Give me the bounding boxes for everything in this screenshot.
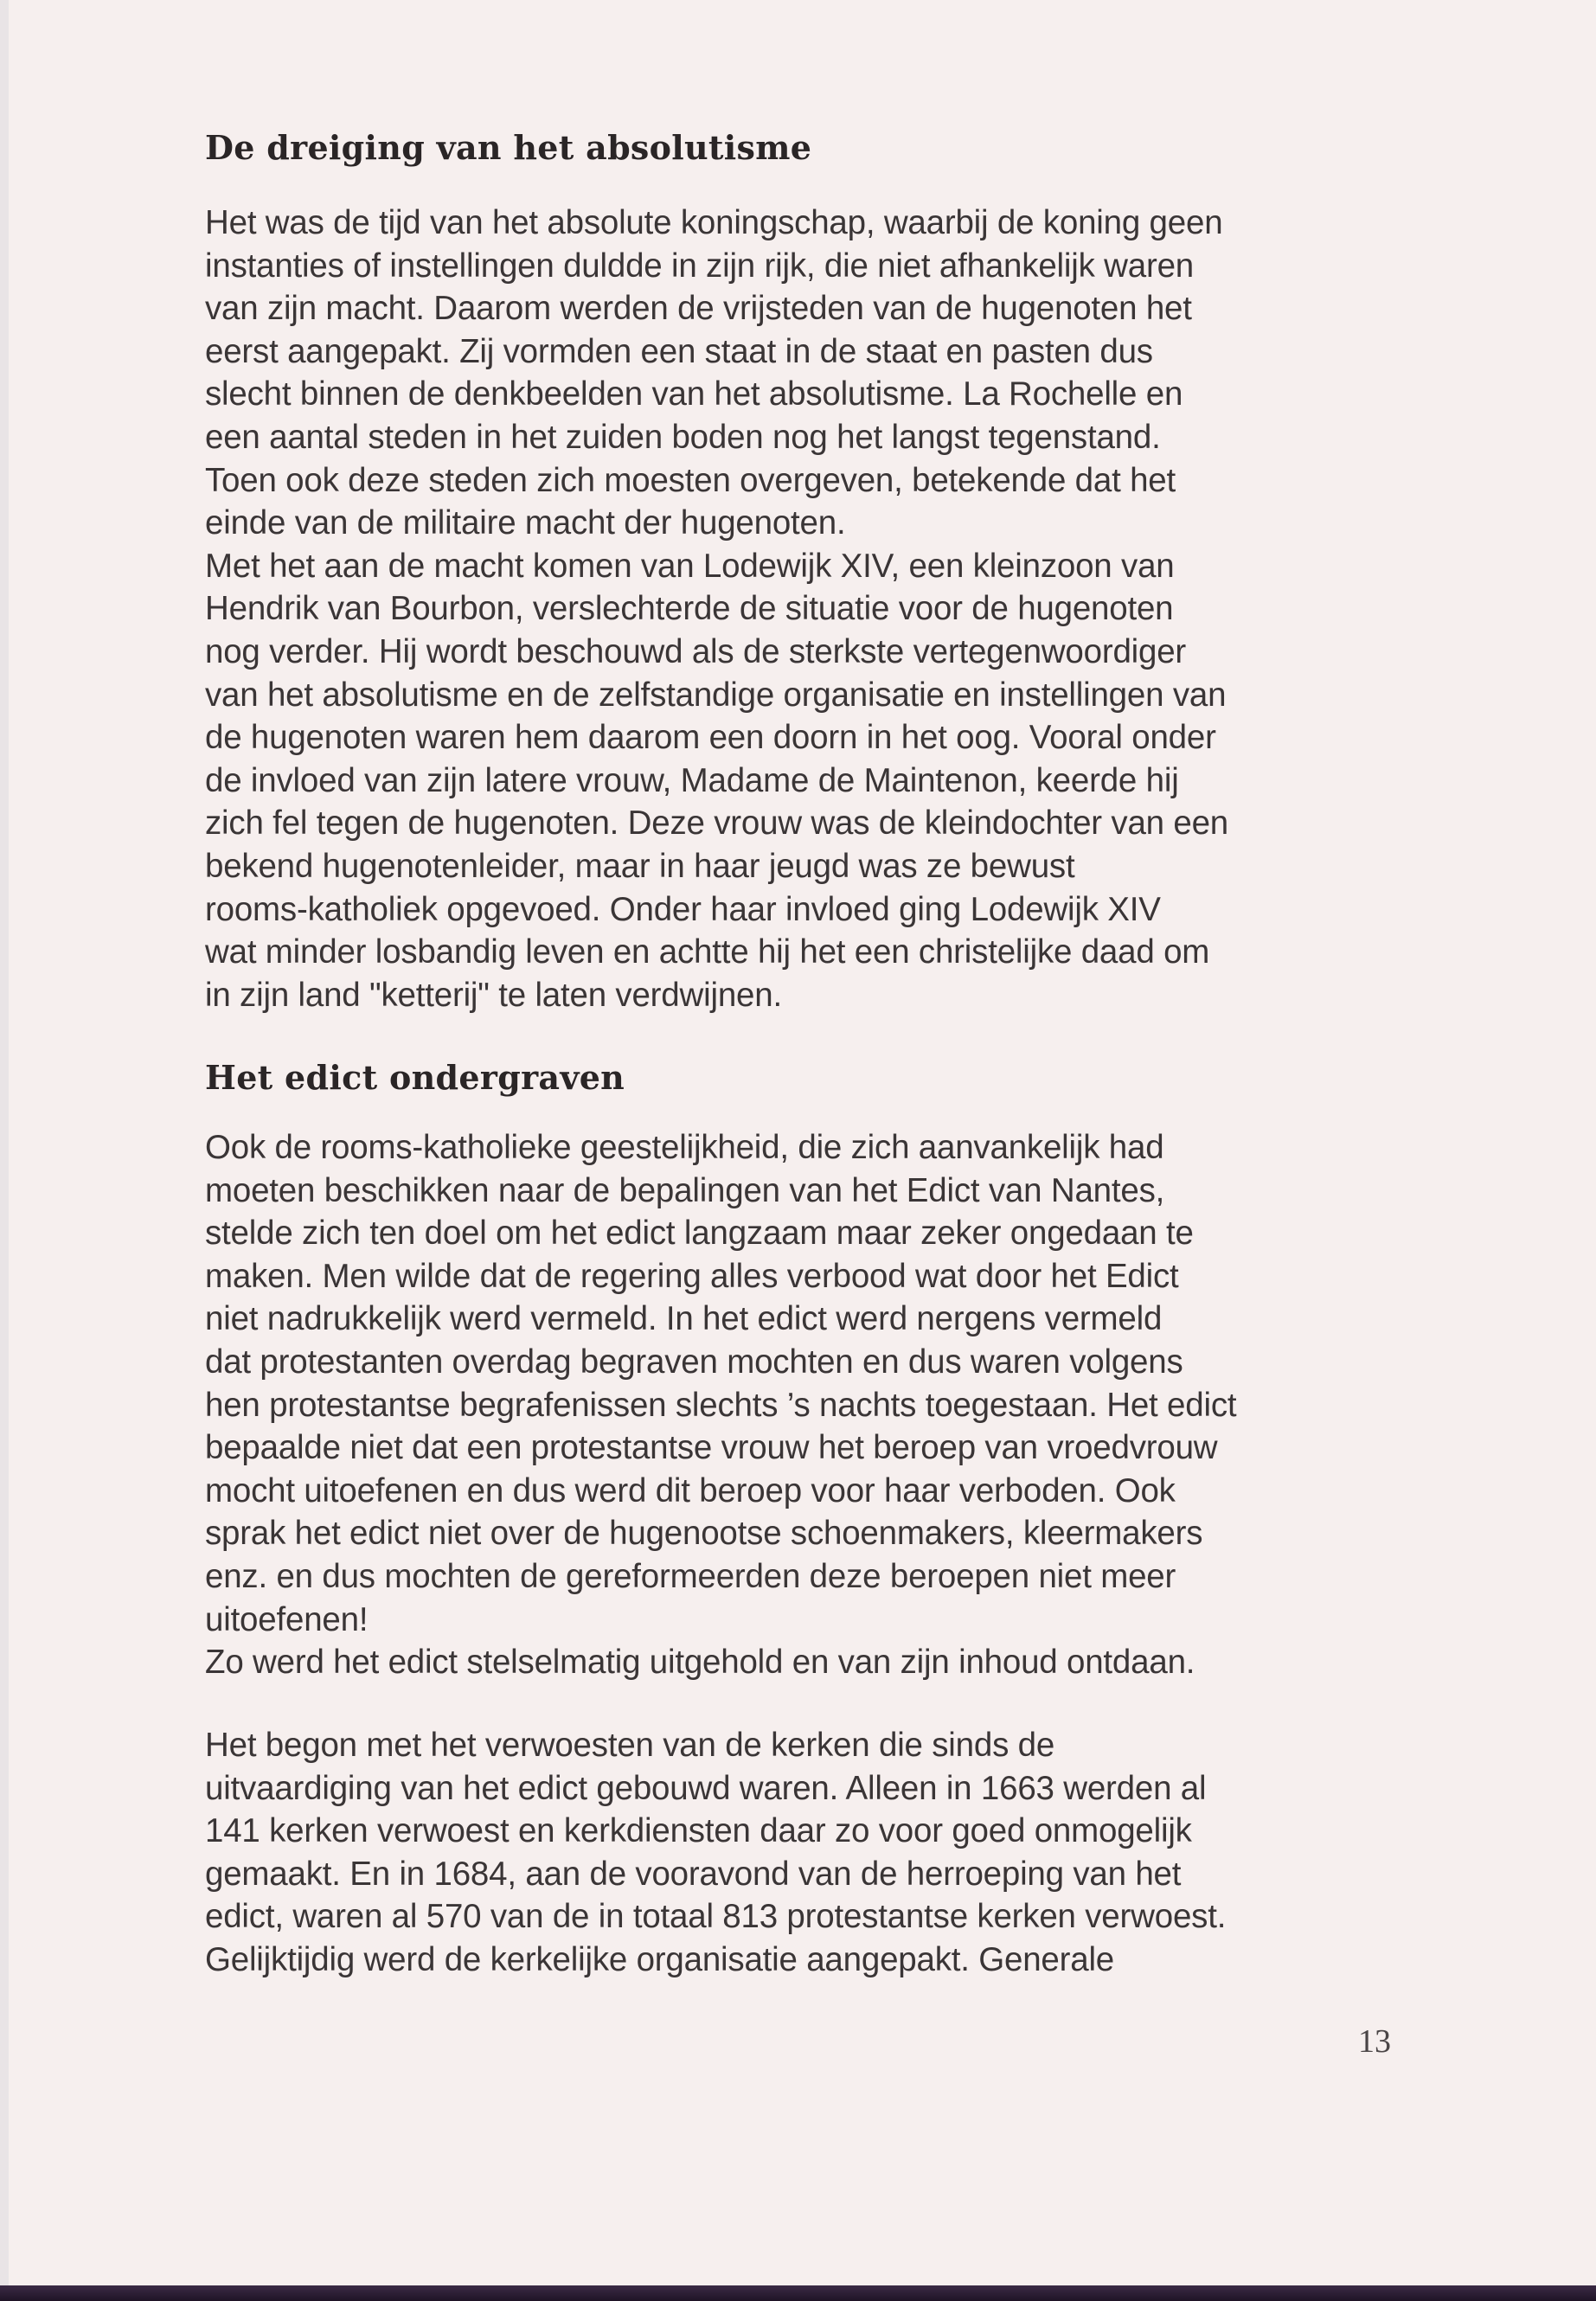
page-number: 13	[1358, 2023, 1391, 2060]
section-heading-edict: Het edict ondergraven	[205, 1058, 625, 1097]
text-line: sprak het edict niet over de hugenootse schoenmakers, kleermakers	[205, 1515, 1203, 1553]
text-line: enz. en dus mochten de gereformeerden deze beroepen niet meer	[205, 1557, 1176, 1595]
text-line: maken. Men wilde dat de regering alles verbood wat door het Edict	[205, 1257, 1179, 1295]
text-line: instanties of instellingen duldde in zijn rijk, die niet afhankelijk waren	[205, 247, 1195, 285]
text-line: Met het aan de macht komen van Lodewijk XIV, een kleinzoon van	[205, 547, 1175, 585]
text-line: eerst aangepakt. Zij vormden een staat in de staat en pasten dus	[205, 332, 1153, 370]
text-line: edict, waren al 570 van de in totaal 813 protestantse kerken verwoest.	[205, 1898, 1227, 1936]
text-line: de invloed van zijn latere vrouw, Madame de Maintenon, keerde hij	[205, 761, 1179, 799]
paragraph-edict	[205, 1126, 1236, 1684]
text-line: hen protestantse begrafenissen slechts ’s nachts toegestaan. Het edict	[205, 1386, 1237, 1424]
text-line: de hugenoten waren hem daarom een doorn in het oog. Vooral onder	[205, 719, 1216, 757]
text-line: 141 kerken verwoest en kerkdiensten daar zo voor goed onmogelijk	[205, 1812, 1192, 1850]
page-edge	[0, 0, 9, 2301]
text-line: nog verder. Hij wordt beschouwd als de sterkste vertegenwoordiger	[205, 632, 1187, 670]
text-line: stelde zich ten doel om het edict langzaam maar zeker ongedaan te	[205, 1215, 1194, 1253]
text-line: Toen ook deze steden zich moesten overgeven, betekende dat het	[205, 461, 1176, 499]
text-line: in zijn land "ketterij" te laten verdwijnen.	[205, 976, 782, 1014]
text-line: zich fel tegen de hugenoten. Deze vrouw was de kleindochter van een	[205, 804, 1229, 843]
paragraph-absolutisme	[205, 202, 1228, 1016]
text-line: moeten beschikken naar de bepalingen van het Edict van Nantes,	[205, 1171, 1165, 1209]
text-line: Het begon met het verwoesten van de kerken die sinds de	[205, 1727, 1055, 1764]
text-line: dat protestanten overdag begraven mochten en dus waren volgens	[205, 1343, 1183, 1381]
text-line: bekend hugenotenleider, maar in haar jeugd was ze bewust	[205, 847, 1075, 885]
text-line: uitoefenen!	[205, 1600, 369, 1638]
scan-bottom-edge	[0, 2285, 1596, 2301]
text-line: Hendrik van Bourbon, verslechterde de situatie voor de hugenoten	[205, 590, 1174, 628]
text-line: bepaalde niet dat een protestantse vrouw het beroep van vroedvrouw	[205, 1429, 1218, 1467]
text-line: gemaakt. En in 1684, aan de vooravond van de herroeping van het	[205, 1855, 1182, 1893]
text-line: een aantal steden in het zuiden boden nog het langst tegenstand.	[205, 418, 1161, 456]
text-line: uitvaardiging van het edict gebouwd waren. Alleen in 1663 werden al	[205, 1769, 1207, 1807]
text-line: rooms-katholiek opgevoed. Onder haar invloed ging Lodewijk XIV	[205, 890, 1161, 928]
text-line: einde van de militaire macht der hugenoten.	[205, 504, 846, 542]
paragraph-kerken	[205, 1724, 1226, 1982]
text-line: niet nadrukkelijk werd vermeld. In het edict werd nergens vermeld	[205, 1300, 1163, 1338]
text-line: Het was de tijd van het absolute koningschap, waarbij de koning geen	[205, 204, 1223, 241]
text-line: van zijn macht. Daarom werden de vrijsteden van de hugenoten het	[205, 290, 1192, 328]
text-line: Ook de rooms-katholieke geestelijkheid, die zich aanvankelijk had	[205, 1129, 1164, 1166]
text-line: slecht binnen de denkbeelden van het absolutisme. La Rochelle en	[205, 375, 1183, 413]
text-line: Gelijktijdig werd de kerkelijke organisatie aangepakt. Generale	[205, 1940, 1115, 1978]
text-line: wat minder losbandig leven en achtte hij het een christelijke daad om	[205, 933, 1210, 971]
text-line: Zo werd het edict stelselmatig uitgehold en van zijn inhoud ontdaan.	[205, 1644, 1195, 1682]
text-line: van het absolutisme en de zelfstandige organisatie en instellingen van	[205, 676, 1227, 714]
section-heading-absolutisme: De dreiging van het absolutisme	[205, 128, 812, 167]
text-line: mocht uitoefenen en dus werd dit beroep voor haar verboden. Ook	[205, 1471, 1176, 1509]
